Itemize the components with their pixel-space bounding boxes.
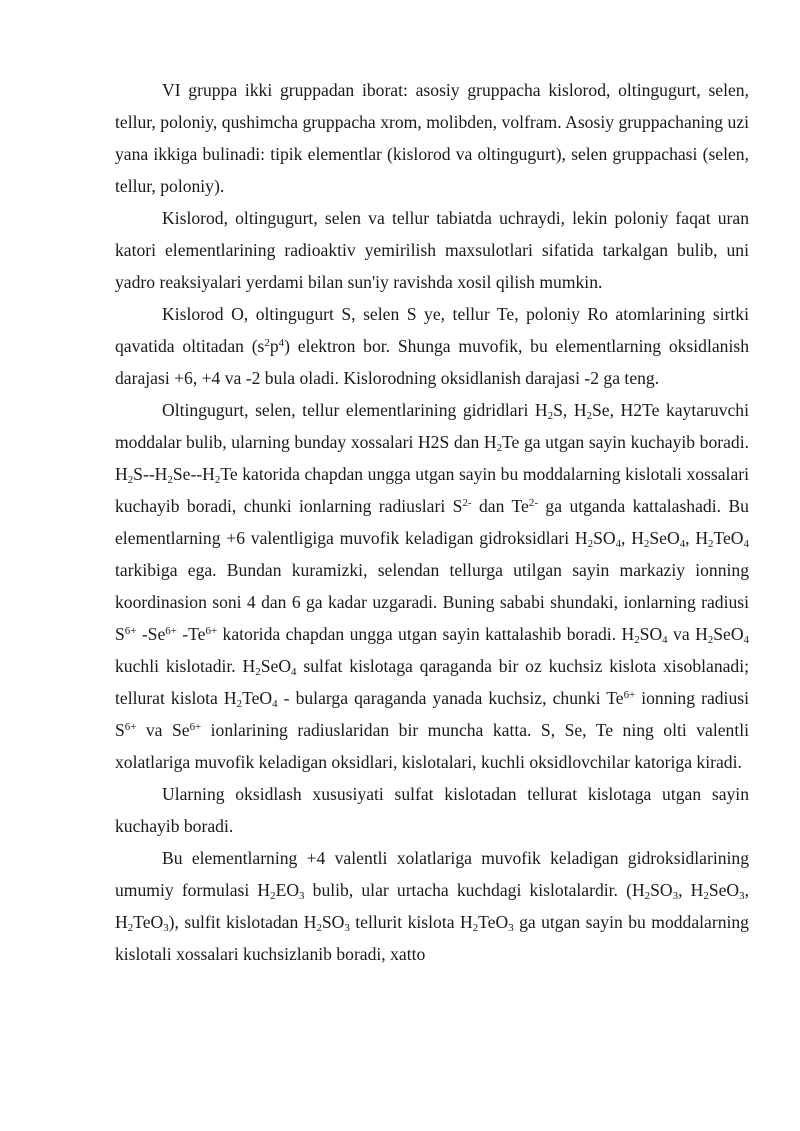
text-run: Oltingugurt, selen, tellur elementlarining gidridlari H [162,400,548,420]
superscript: 2- [528,497,538,509]
text-run: VI gruppa ikki gruppadan iborat: asosiy gruppacha kislorod, oltingugurt, selen, tellur, poloniy, qushimcha gruppacha xrom, molibden, volfram. Asosiy gruppachaning uzi yana ikkiga bulinadi: tipik elementlar (kislorod va oltingugurt), selen gruppachasi (selen, tellur, poloniy). [115,80,749,196]
subscript: 2 [587,538,594,551]
text-run: ), sulfit kislotadan H [168,912,317,932]
subscript: 4 [743,634,749,647]
subscript: 2 [496,442,503,455]
superscript: 2- [462,497,472,509]
text-run: Te katorida chapdan ungga utgan sayin bu moddalarning kislotali xossalari kuchayib boradi, chunki ionlarning radiuslari S [115,464,749,516]
text-run: SeO [649,528,680,548]
subscript: 2 [214,474,221,487]
text-run: tellurit kislota H [349,912,473,932]
superscript: 6+ [165,625,177,637]
text-run: TeO [133,912,164,932]
paragraph [115,202,749,298]
text-run: kuchli kislotadir. H [115,656,256,676]
text-run: SO [639,624,663,644]
text-run: , H [115,880,749,932]
text-run: ga utganda kattalashadi. Bu elementlarning +6 valentligiga muvofik keladigan gidroksidlari H [115,496,749,548]
subscript: 3 [344,922,350,935]
paragraph [115,298,749,394]
subscript: 2 [255,666,261,679]
text-run: -Te [176,624,206,644]
subscript: 4 [679,538,686,551]
subscript: 2 [547,410,554,423]
subscript: 2 [127,922,134,935]
superscript: 4 [278,337,285,349]
subscript: 2 [316,922,322,935]
text-run: SO [321,912,345,932]
text-run: ) elektron bor. Shunga muvofik, bu elementlarning oksidlanish darajasi +6, +4 va -2 bula oladi. Kislorodning oksidlanish darajasi -2 ga teng. [115,336,749,388]
text-run: , H [685,528,709,548]
subscript: 2 [643,538,650,551]
subscript: 2 [708,538,714,551]
text-run: dan Te [471,496,529,516]
superscript: 6+ [189,721,202,733]
paragraph [115,394,749,778]
subscript: 2 [707,634,714,647]
subscript: 3 [672,890,679,903]
text-run: ionning radiusi S [115,688,749,740]
subscript: 2 [586,410,592,423]
subscript: 2 [127,474,134,487]
text-run: Bu elementlarning +4 valentli xolatlariga muvofik keladigan gidroksidlarining umumiy formulasi H [115,848,749,900]
subscript: 2 [167,474,173,487]
paragraph [115,74,749,202]
text-run: TeO [478,912,509,932]
text-run: va H [667,624,708,644]
paragraph [115,842,749,970]
text-run: SeO [713,624,744,644]
subscript: 3 [299,890,305,903]
text-run: TeO [242,688,273,708]
subscript: 2 [472,922,479,935]
subscript: 2 [270,890,276,903]
text-run: Kislorod O, oltingugurt S, selen S ye, tellur Te, poloniy Ro atomlarining sirtki qavatida oltitadan (s [115,304,749,356]
text-run: SO [593,528,616,548]
subscript: 4 [662,634,668,647]
subscript: 4 [291,666,297,679]
subscript: 2 [634,634,640,647]
text-run: ionlarining radiuslaridan bir muncha katta. S, Se, Te ning olti valentli xolatlariga muvofik keladigan oksidlari, kislotalari, kuchli oksidlovchilar katoriga kiradi. [115,720,749,772]
text-run: Ularning oksidlash xususiyati sulfat kislotadan tellurat kislotaga utgan sayin kuchayib boradi. [115,784,749,836]
subscript: 2 [644,890,651,903]
text-run: Kislorod, oltingugurt, selen va tellur tabiatda uchraydi, lekin poloniy faqat uran katori elementlarining radioaktiv yemirilish maxsulotlari sifatida tarkalgan bulib, uni yadro reaksiyalari yerdami bilan sun'iy ravishda xosil qilish mumkin. [115,208,749,292]
superscript: 6+ [623,689,636,701]
paragraph [115,778,749,842]
text-run: Te ga utgan sayin kuchayib boradi. H [115,432,749,484]
superscript: 2 [264,337,270,349]
document-body [115,74,749,970]
text-run: ga utgan sayin bu moddalarning kislotali xossalari kuchsizlanib boradi, xatto [115,912,749,964]
text-run: bulib, ular urtacha kuchdagi kislotalardir. (H [304,880,645,900]
text-run: p [269,336,279,356]
superscript: 6+ [124,721,137,733]
text-run: -Se [136,624,166,644]
text-run: SO [650,880,673,900]
text-run: Se, H2Te kaytaruvchi moddalar bulib, ularning bunday xossalari H2S dan H [115,400,749,452]
subscript: 3 [163,922,169,935]
text-run: , H [678,880,704,900]
text-run: , H [621,528,644,548]
superscript: 6+ [205,625,218,637]
text-run: Se--H [172,464,215,484]
subscript: 2 [703,890,709,903]
text-run: TeO [713,528,744,548]
subscript: 3 [739,890,745,903]
text-run: EO [275,880,300,900]
text-run: S, H [553,400,587,420]
superscript: 6+ [124,625,137,637]
text-run: katorida chapdan ungga utgan sayin kattalashib boradi. H [217,624,635,644]
subscript: 4 [743,538,749,551]
text-run: sulfat kislotaga qaraganda bir oz kuchsiz kislota xisoblanadi; tellurat kislota H [115,656,749,708]
text-run: S--H [133,464,168,484]
text-run: va Se [136,720,190,740]
subscript: 4 [615,538,622,551]
subscript: 3 [508,922,514,935]
subscript: 2 [236,698,243,711]
text-run: - bularga qaraganda yanada kuchsiz, chunki Te [277,688,624,708]
text-run: SeO [260,656,292,676]
text-run: tarkibiga ega. Bundan kuramizki, selendan tellurga utilgan sayin markaziy ionning koordinasion soni 4 dan 6 ga kadar uzgaradi. Buning sababi shundaki, ionlarning radiusi S [115,560,749,644]
subscript: 4 [272,698,278,711]
text-run: SeO [708,880,740,900]
